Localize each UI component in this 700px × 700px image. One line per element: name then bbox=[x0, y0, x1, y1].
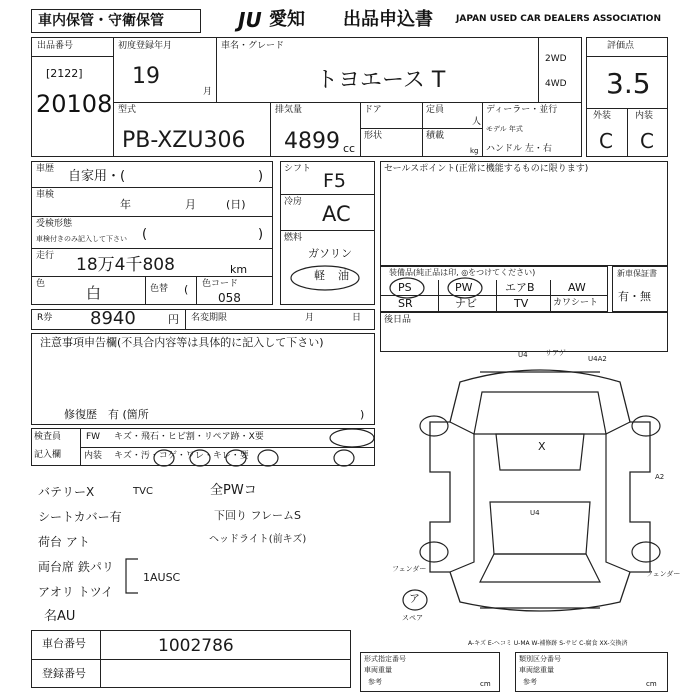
ju-logo: JU bbox=[238, 8, 262, 32]
interior-label: 内装 bbox=[635, 111, 654, 121]
capacity-unit: 人 bbox=[472, 117, 482, 127]
handle-label: ハンドル 左・右 bbox=[486, 144, 552, 154]
equipment-aw: AW bbox=[568, 281, 586, 294]
form-code-left-ref: 参考 bbox=[368, 678, 382, 686]
reception-close: ) bbox=[258, 227, 264, 242]
spare-label: スペア bbox=[402, 614, 423, 622]
handwritten-note: 両台席 鉄パリ bbox=[38, 560, 114, 574]
name-change-month: 月 bbox=[305, 313, 315, 323]
color-code-label: 色コード bbox=[202, 279, 239, 289]
fuel-oil: 油 bbox=[338, 269, 349, 282]
car-damage-diagram bbox=[410, 362, 670, 618]
reception-note: 車検付きのみ記入して下さい bbox=[36, 235, 127, 243]
aircon-value: AC bbox=[322, 202, 351, 226]
sales-point-label: セールスポイント(正常に機能するものに限ります) bbox=[384, 164, 589, 174]
form-code-right-ref: 参考 bbox=[523, 678, 537, 686]
form-title: 出品申込書 bbox=[343, 9, 433, 30]
equipment-ps: PS bbox=[398, 281, 412, 294]
damage-mark: U4 bbox=[530, 509, 540, 517]
shaken-label: 車検 bbox=[36, 190, 55, 200]
inspector-fw-row: キズ・飛石・ヒビ割・リペア跡・X要 bbox=[114, 432, 264, 442]
damage-mark: U4 bbox=[518, 351, 528, 359]
form-code-right-title: 類別区分番号 bbox=[519, 655, 561, 663]
association-name: JAPAN USED CAR DEALERS ASSOCIATION bbox=[456, 14, 661, 24]
lot-bracket: [2122] bbox=[46, 67, 83, 80]
shaken-day: (日) bbox=[226, 198, 246, 211]
model-label: 型式 bbox=[118, 105, 137, 115]
first-reg-label: 初度登録年月 bbox=[118, 41, 173, 51]
car-name-value: トヨエース T bbox=[316, 68, 446, 93]
interior-grade: C bbox=[640, 129, 654, 153]
history-value: 自家用・( bbox=[68, 169, 126, 184]
handwritten-note: バテリーX bbox=[38, 485, 95, 499]
lot-label: 出品番号 bbox=[37, 41, 74, 51]
color-value: 白 bbox=[86, 284, 102, 302]
exterior-grade: C bbox=[599, 129, 613, 153]
equipment-airbag: エアB bbox=[505, 281, 535, 294]
model-year-label: モデル 年式 bbox=[486, 125, 523, 133]
handwritten-note: ヘッドライト(前キズ) bbox=[209, 534, 307, 545]
inspector-interior-tag: 内装 bbox=[84, 451, 103, 461]
form-code-left-title: 形式指定番号 bbox=[364, 655, 406, 663]
equipment-tv: TV bbox=[514, 297, 529, 310]
handwritten-note: 1AUSC bbox=[143, 571, 181, 584]
repair-history: 修復歴 有 (箇所 bbox=[64, 408, 149, 421]
drive-4wd: 4WD bbox=[545, 79, 567, 89]
damage-mark: リアゲ bbox=[545, 349, 566, 357]
handwritten-note: 全PWコ bbox=[210, 483, 257, 498]
chassis-value: 1002786 bbox=[158, 636, 234, 656]
inspector-interior-row: キズ・汚・コゲ・ワレ・キレ・要 bbox=[114, 451, 249, 461]
damage-mark: A2 bbox=[655, 473, 665, 481]
shift-value: F5 bbox=[323, 170, 347, 192]
rating-label: 評価点 bbox=[607, 41, 635, 51]
damage-mark: X bbox=[538, 440, 546, 453]
fuel-circle bbox=[285, 262, 365, 298]
shape-label: 形状 bbox=[364, 131, 383, 141]
equipment-sr: SR bbox=[398, 297, 413, 310]
shift-label: シフト bbox=[284, 164, 312, 174]
inspector-marks bbox=[140, 424, 380, 472]
drive-2wd: 2WD bbox=[545, 54, 567, 64]
storage-tag-text: 車内保管・守衛保管 bbox=[38, 13, 164, 29]
handwritten-note: 名AU bbox=[44, 609, 76, 624]
fuel-gasoline: ガソリン bbox=[308, 247, 352, 260]
handwritten-note: TVC bbox=[133, 486, 153, 497]
history-label: 車歴 bbox=[36, 164, 55, 174]
load-label: 積載 bbox=[426, 131, 445, 141]
notes-title: 注意事項申告欄(不具合内容等は具体的に記入して下さい) bbox=[40, 336, 324, 349]
fuel-label: 燃料 bbox=[284, 233, 303, 243]
reception-label: 受検形態 bbox=[36, 219, 73, 229]
equipment-pw: PW bbox=[455, 281, 473, 294]
name-change-label: 名変期限 bbox=[191, 313, 228, 323]
recycle-label: R券 bbox=[37, 313, 53, 323]
equipment-title: 装備品(純正品は印, ◎をつけてください) bbox=[389, 268, 536, 277]
damage-legend: A-キズ E-ヘコミ U-MA W-補修跡 S-サビ C-腐食 XX-交換済 bbox=[468, 640, 628, 647]
repair-close: ) bbox=[360, 408, 365, 421]
handwritten-note: アオリ トツイ bbox=[38, 585, 114, 599]
shaken-month: 月 bbox=[185, 198, 196, 211]
form-code-left-sub: 車両重量 bbox=[364, 666, 392, 674]
sales-point-block bbox=[380, 161, 668, 266]
bracket-mark bbox=[118, 556, 148, 596]
later-items-block bbox=[380, 312, 668, 352]
first-reg-year: 19 bbox=[132, 64, 160, 89]
lot-number: 20108 bbox=[36, 90, 113, 118]
equipment-marks bbox=[385, 276, 495, 300]
shaken-year: 年 bbox=[120, 198, 131, 211]
door-label: ドア bbox=[364, 105, 382, 115]
fuel-light: 軽 bbox=[314, 269, 325, 282]
exterior-label: 外装 bbox=[593, 111, 612, 121]
registration-label: 登録番号 bbox=[42, 667, 86, 680]
load-unit: kg bbox=[470, 147, 479, 155]
form-code-left-cm: cm bbox=[480, 680, 491, 688]
inspector-entry-label: 記入欄 bbox=[34, 450, 62, 460]
displacement-label: 排気量 bbox=[275, 105, 303, 115]
color-change-label: 色替 bbox=[150, 284, 169, 294]
handwritten-note: 荷台 アト bbox=[38, 535, 90, 549]
recycle-value: 8940 bbox=[90, 308, 136, 329]
color-paren: ( bbox=[184, 283, 189, 296]
recycle-unit: 円 bbox=[168, 313, 179, 326]
damage-mark: U4A2 bbox=[588, 355, 607, 363]
car-name-label: 車名・グレード bbox=[221, 41, 285, 51]
handwritten-note: シートカバー有 bbox=[38, 510, 122, 524]
inspector-fw-tag: FW bbox=[86, 432, 101, 442]
org-name: 愛知 bbox=[269, 9, 305, 30]
color-label: 色 bbox=[36, 279, 46, 289]
spare-mark: ア bbox=[409, 592, 420, 605]
mileage-unit: km bbox=[230, 263, 248, 276]
warranty-title: 新車保証書 bbox=[617, 269, 657, 278]
name-change-day: 日 bbox=[352, 313, 362, 323]
storage-tag bbox=[31, 9, 201, 33]
later-items-label: 後日品 bbox=[384, 315, 412, 325]
damage-mark: フェンダー bbox=[392, 565, 427, 573]
warranty-value: 有・無 bbox=[618, 290, 651, 303]
mileage-label: 走行 bbox=[36, 251, 55, 261]
damage-mark: フェンダー bbox=[646, 570, 681, 578]
capacity-label: 定員 bbox=[426, 105, 445, 115]
reception-open: ( bbox=[142, 227, 148, 242]
form-code-right-sub: 車両総重量 bbox=[519, 666, 554, 674]
first-reg-month-unit: 月 bbox=[203, 87, 213, 97]
handwritten-note: 下回り フレームS bbox=[214, 509, 302, 522]
displacement-value: 4899 bbox=[284, 129, 340, 154]
aircon-label: 冷房 bbox=[284, 197, 303, 207]
dealer-label: ディーラー・並行 bbox=[486, 105, 558, 115]
color-code-value: 058 bbox=[218, 291, 241, 305]
equipment-navi: ナビ bbox=[455, 297, 477, 310]
inspector-label: 検査員 bbox=[34, 432, 62, 442]
displacement-unit: cc bbox=[343, 142, 356, 155]
mileage-value: 18万4千808 bbox=[76, 255, 175, 275]
rating-score: 3.5 bbox=[606, 67, 651, 100]
equipment-seat: カワシート bbox=[553, 298, 599, 308]
form-code-right-cm: cm bbox=[646, 680, 657, 688]
model-value: PB-XZU306 bbox=[122, 128, 246, 153]
history-close: ) bbox=[258, 169, 264, 184]
chassis-label: 車台番号 bbox=[42, 637, 86, 650]
